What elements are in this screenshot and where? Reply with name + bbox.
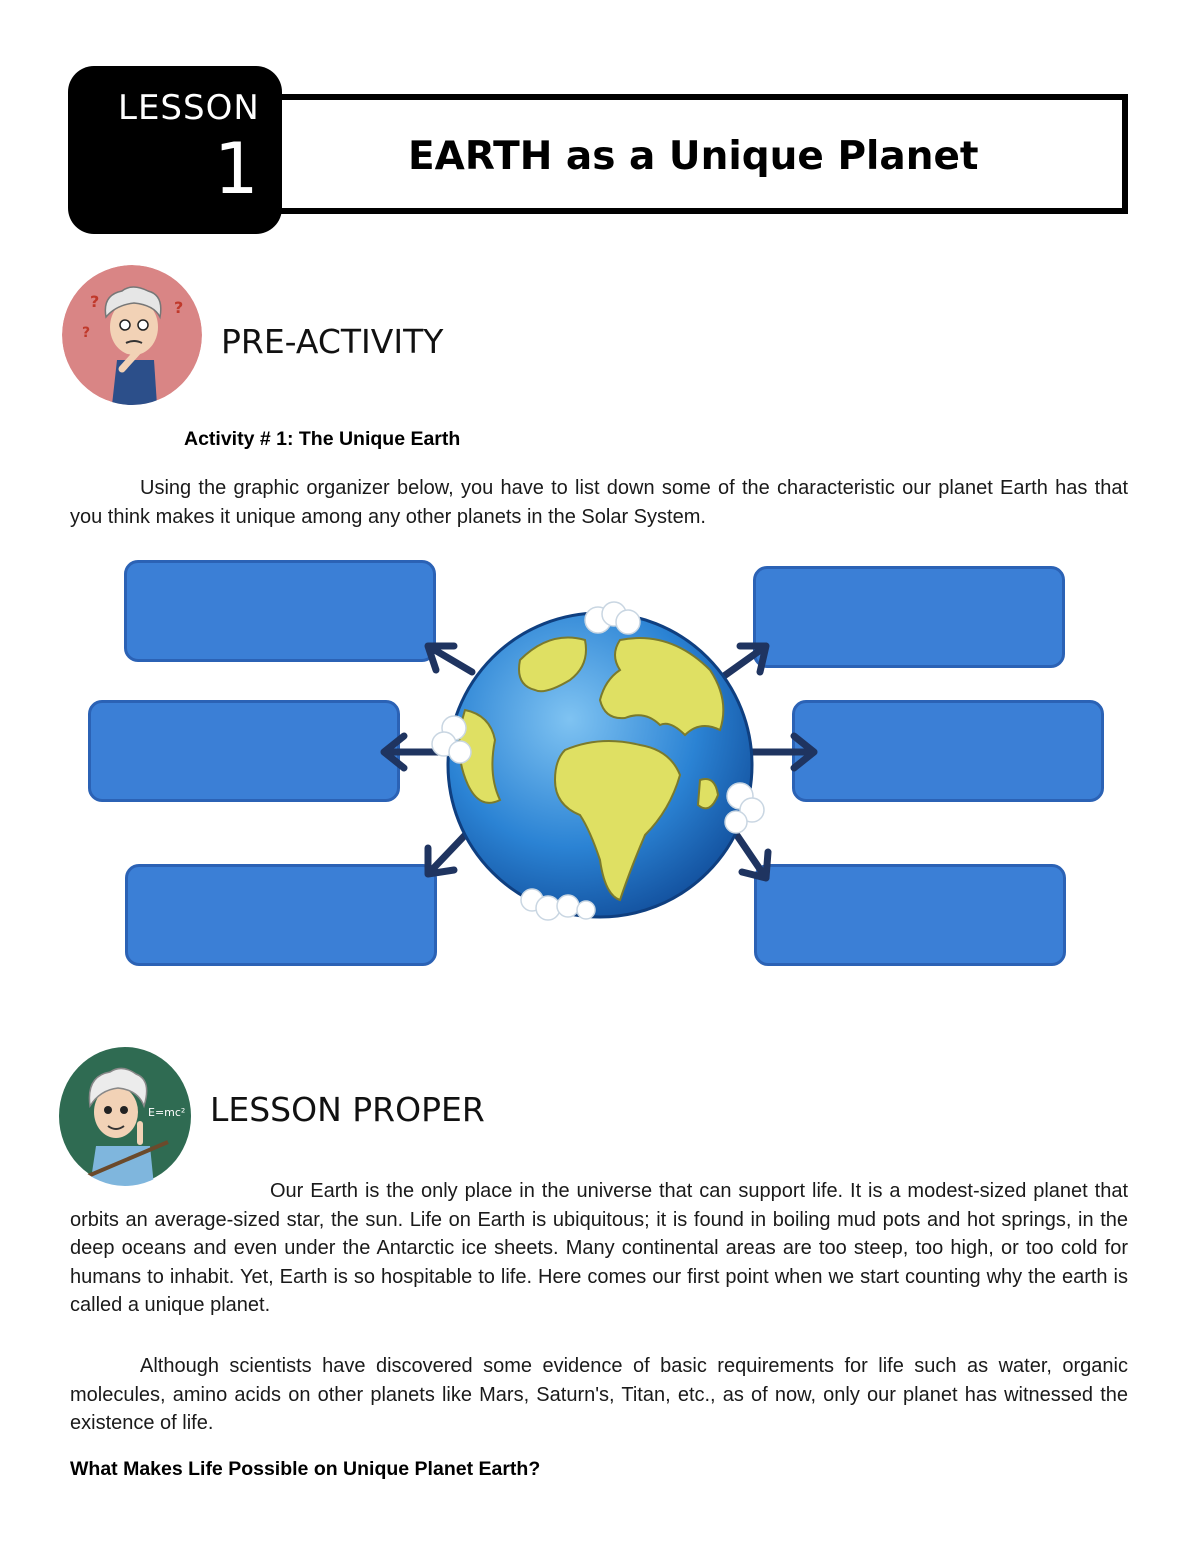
badge-text: E=mc² [148,1106,186,1119]
lesson-proper-heading: LESSON PROPER [210,1090,485,1129]
svg-text:?: ? [82,325,91,341]
lesson-title-box [276,94,1128,214]
lesson-paragraph-2-text: Although scientists have discovered some evidence of basic requirements for life such as water, organic molecules, amino acids on other planets like Mars, Saturn's, Titan, etc., as of now, only our planet has witnessed the existence of life. [70,1355,1128,1434]
thinking-scientist-icon [62,265,202,405]
lesson-subheading: What Makes Life Possible on Unique Planet Earth? [70,1458,541,1480]
svg-text:?: ? [174,298,184,317]
teaching-scientist-icon [58,1046,192,1186]
activity-title: Activity # 1: The Unique Earth [184,428,461,450]
lesson-title: EARTH as a Unique Planet [408,134,979,179]
lesson-paragraph-2 [70,1352,1128,1438]
earth-globe-icon [370,600,830,930]
lesson-label: LESSON [118,88,260,128]
activity-instructions [70,474,1128,531]
lesson-number: 1 [214,128,259,210]
pre-activity-heading: PRE-ACTIVITY [221,322,444,361]
lesson-paragraph-1 [70,1177,1128,1320]
organizer-box-middle-left[interactable] [88,700,400,802]
svg-text:?: ? [90,292,100,311]
activity-instructions-text: Using the graphic organizer below, you have to list down some of the characteristic our planet Earth has that you think makes it unique among any other planets in the Solar System. [70,477,1128,528]
lesson-tab [68,66,282,234]
lesson-paragraph-1-text: Our Earth is the only place in the universe that can support life. It is a modest-sized planet that orbits an average-sized star, the sun. Life on Earth is ubiquitous; it is found in boiling mud pots and hot springs, in the deep oceans and even under the Antarctic ice sheets. Many continental areas are too steep, too high, or too cold for humans to inhabit. Yet, Earth is so hospitable to life. Here comes our first point when we start counting why the earth is called a unique planet. [70,1180,1128,1316]
organizer-box-middle-right[interactable] [792,700,1104,802]
